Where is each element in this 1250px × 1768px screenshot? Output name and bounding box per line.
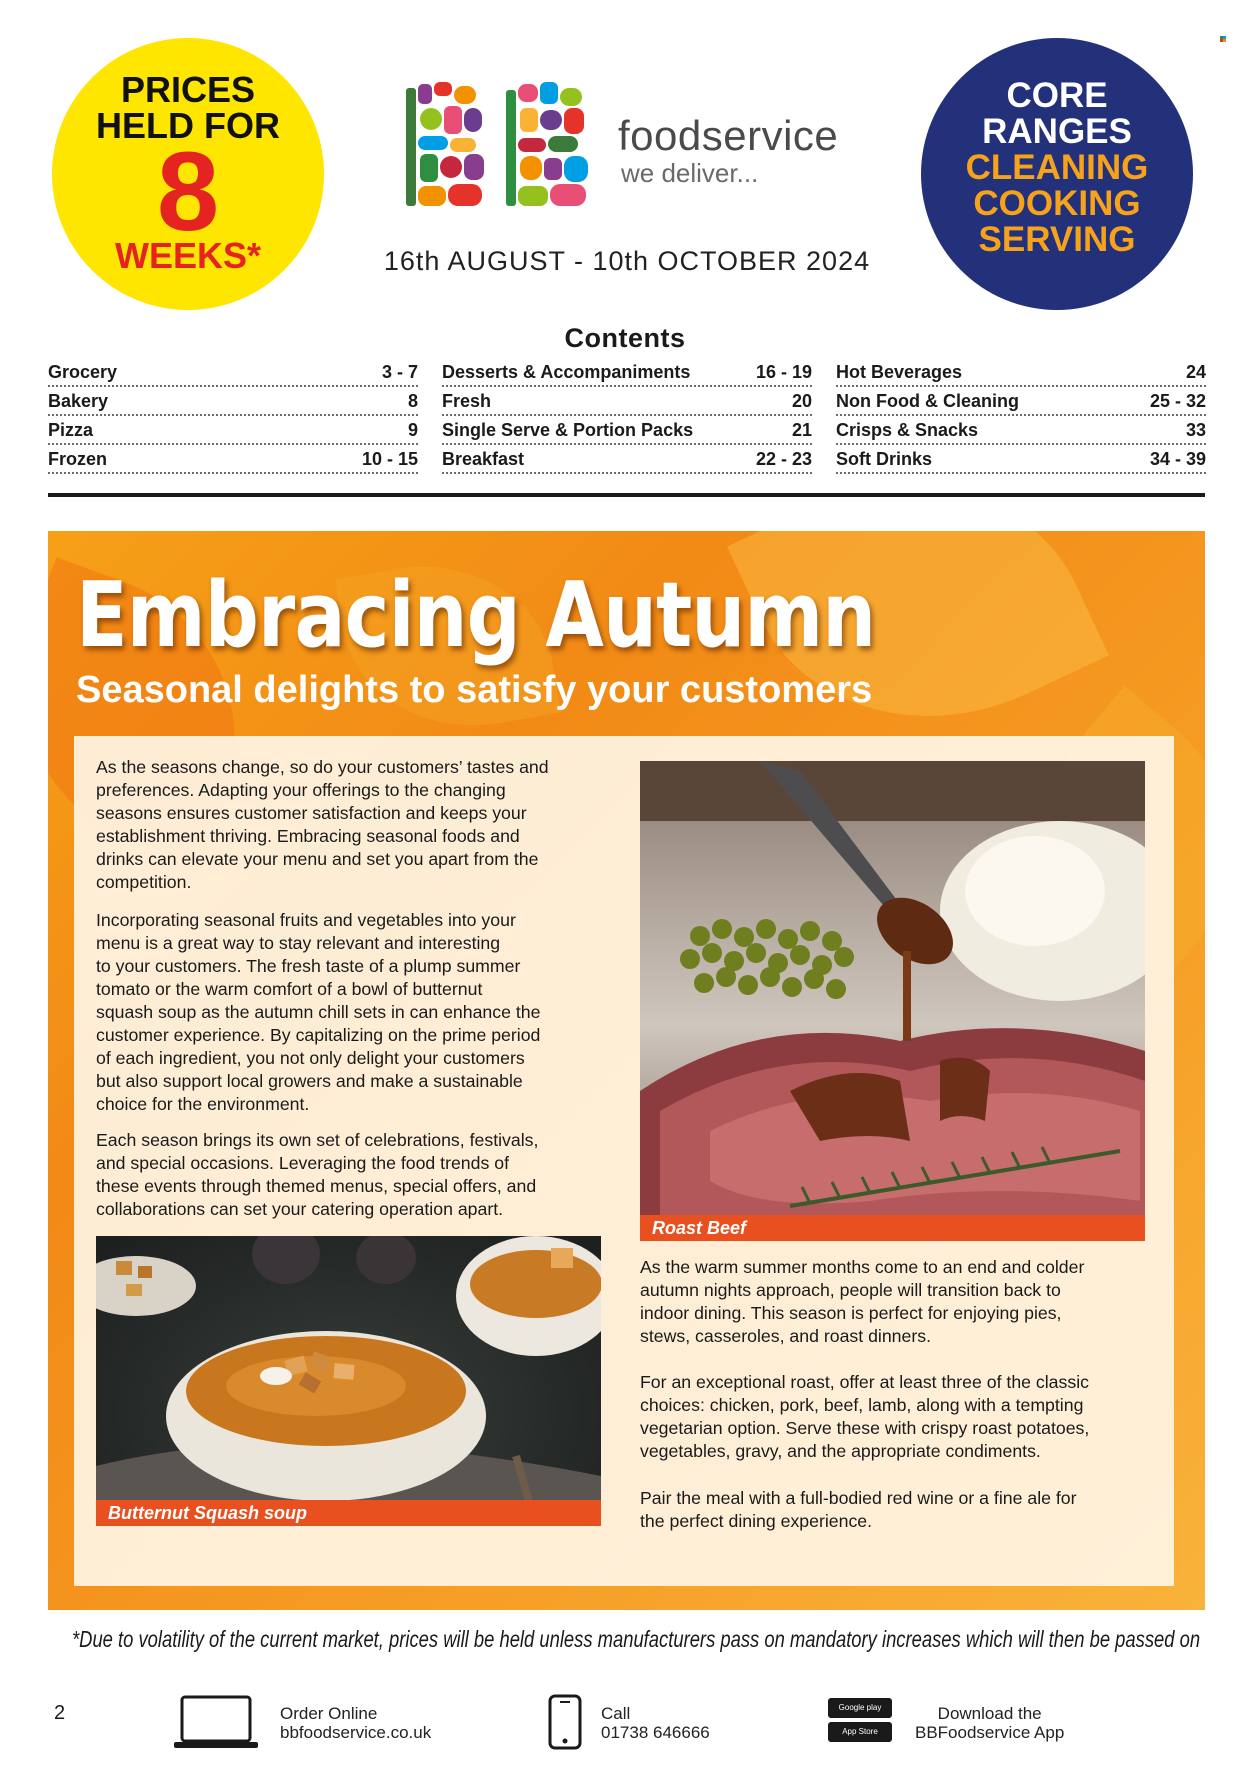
contents-row[interactable] — [48, 387, 418, 416]
contents-row[interactable] — [442, 387, 812, 416]
contents-label: Non Food & Cleaning — [836, 391, 1019, 411]
laptop-icon — [174, 1694, 258, 1750]
contents-pages: 24 — [1185, 362, 1206, 382]
contents-column-1 — [48, 358, 418, 474]
contents-pages: 16 - 19 — [755, 362, 812, 382]
contents-label: Single Serve & Portion Packs — [442, 420, 694, 440]
app-store-badge[interactable]: App Store — [828, 1722, 892, 1742]
contents-column-3 — [836, 358, 1206, 474]
contents-pages: 20 — [791, 391, 812, 411]
left-paragraph-1: As the seasons change, so do your customers’ tastes and preferences. Adapting your offerings to the changing seasons ensures customer satisfaction and keeps your establishment thriving. Embracing seasonal foods and drinks can elevate your menu and set you apart from the competition. — [96, 757, 549, 892]
contents-divider — [48, 493, 1205, 497]
left-paragraph-2: Incorporating seasonal fruits and vegetables into your menu is a great way to stay relevant and interesting to your customers. The fresh taste of a plump summer tomato or the warm comfort of a bowl of butternut squash soup as the autumn chill sets in can enhance the customer experience. By capitalizing on the prime period of each ingredient, you not only delight your customers but also support local growers and make a sustainable choice for the environment. — [96, 910, 541, 1114]
core-ranges-badge — [921, 38, 1193, 310]
contents-label: Frozen — [48, 449, 108, 469]
contents-pages: 22 - 23 — [755, 449, 812, 469]
contents-pages: 3 - 7 — [381, 362, 418, 382]
google-play-badge[interactable]: Google play — [828, 1698, 892, 1718]
call-label: Call — [601, 1704, 631, 1723]
contents-label: Soft Drinks — [836, 449, 933, 469]
contents-pages: 9 — [407, 420, 418, 440]
contents-pages: 34 - 39 — [1149, 449, 1206, 469]
badge-line-3: WEEKS* — [114, 235, 262, 276]
roast-beef-photo — [640, 761, 1145, 1241]
contents-pages: 8 — [407, 391, 418, 411]
contents-label: Desserts & Accompaniments — [442, 362, 691, 382]
logo-tagline: we deliver... — [621, 158, 759, 188]
contents-title: Contents — [564, 323, 686, 353]
autumn-feature-panel — [48, 531, 1205, 1610]
contents-label: Grocery — [48, 362, 118, 382]
price-disclaimer: *Due to volatility of the current market, prices will be held unless manufacturers pass on mandatory increases which will then be passed on — [72, 1626, 1201, 1652]
feature-headline: Embracing Autumn — [76, 563, 876, 668]
contents-row[interactable] — [442, 416, 812, 445]
badge-number: 8 — [156, 129, 220, 254]
contents-label: Crisps & Snacks — [836, 420, 979, 440]
date-range: 16th AUGUST - 10th OCTOBER 2024 — [383, 246, 871, 276]
contents-row[interactable] — [48, 445, 418, 474]
download-app-link[interactable] — [915, 1704, 1064, 1742]
page-number: 2 — [54, 1702, 66, 1724]
contents-label: Hot Beverages — [836, 362, 963, 382]
soup-caption: Butternut Squash soup — [96, 1500, 601, 1526]
order-online-label: Order Online — [280, 1704, 378, 1723]
contents-label: Bakery — [48, 391, 109, 411]
badge-line-1: PRICES — [120, 69, 256, 110]
phone-number: 01738 646666 — [601, 1723, 710, 1742]
badge-line-5: SERVING — [978, 220, 1136, 259]
download-label: Download the — [937, 1704, 1042, 1723]
contents-pages: 33 — [1185, 420, 1206, 440]
contents-row[interactable] — [836, 445, 1206, 474]
bb-logo-icon — [404, 80, 598, 212]
app-name: BBFoodservice App — [915, 1723, 1065, 1742]
badge-line-1: CORE — [1006, 76, 1108, 115]
contents-label: Pizza — [48, 420, 94, 440]
contents-row[interactable] — [442, 358, 812, 387]
contents-pages: 21 — [791, 420, 812, 440]
contents-label: Fresh — [442, 391, 492, 411]
contents-row[interactable] — [48, 358, 418, 387]
contents-row[interactable] — [836, 387, 1206, 416]
badge-line-2: HELD FOR — [96, 105, 280, 146]
right-paragraph-3: Pair the meal with a full-bodied red wine or a fine ale for the perfect dining experience. — [640, 1488, 1077, 1531]
badge-line-4: COOKING — [973, 184, 1141, 223]
soup-illustration — [96, 1236, 601, 1526]
contents-row[interactable] — [48, 416, 418, 445]
logo-name: foodservice — [618, 112, 839, 159]
contents-pages: 25 - 32 — [1149, 391, 1206, 411]
contents-column-2 — [442, 358, 812, 474]
left-paragraph-3: Each season brings its own set of celebrations, festivals, and special occasions. Leveraging the food trends of these events through themed menus, special offers, and collaborations can set your catering operation apart. — [96, 1130, 539, 1219]
contents-label: Breakfast — [442, 449, 525, 469]
call-link[interactable] — [601, 1704, 710, 1742]
roast-beef-illustration — [640, 761, 1145, 1241]
website-url: bbfoodservice.co.uk — [280, 1723, 432, 1742]
order-online-link[interactable] — [280, 1704, 431, 1742]
contents-row[interactable] — [836, 416, 1206, 445]
corner-mark — [1220, 36, 1226, 42]
prices-held-badge — [52, 38, 324, 310]
phone-icon — [548, 1694, 582, 1750]
right-paragraph-2: For an exceptional roast, offer at least three of the classic choices: chicken, pork, beef, lamb, along with a tempting vegetarian option. Serve these with crispy roast potatoes, vegetables, gravy, and the appropriate condiments. — [640, 1372, 1090, 1461]
badge-line-2: RANGES — [982, 112, 1132, 151]
contents-row[interactable] — [836, 358, 1206, 387]
badge-line-3: CLEANING — [965, 148, 1149, 187]
right-paragraph-1: As the warm summer months come to an end and colder autumn nights approach, people will transition back to indoor dining. This season is perfect for enjoying pies, stews, casseroles, and roast dinners. — [640, 1257, 1085, 1346]
feature-subheadline: Seasonal delights to satisfy your customers — [76, 669, 873, 711]
roast-beef-caption: Roast Beef — [640, 1215, 1145, 1241]
butternut-soup-photo — [96, 1236, 601, 1526]
contents-pages: 10 - 15 — [361, 449, 418, 469]
contents-row[interactable] — [442, 445, 812, 474]
